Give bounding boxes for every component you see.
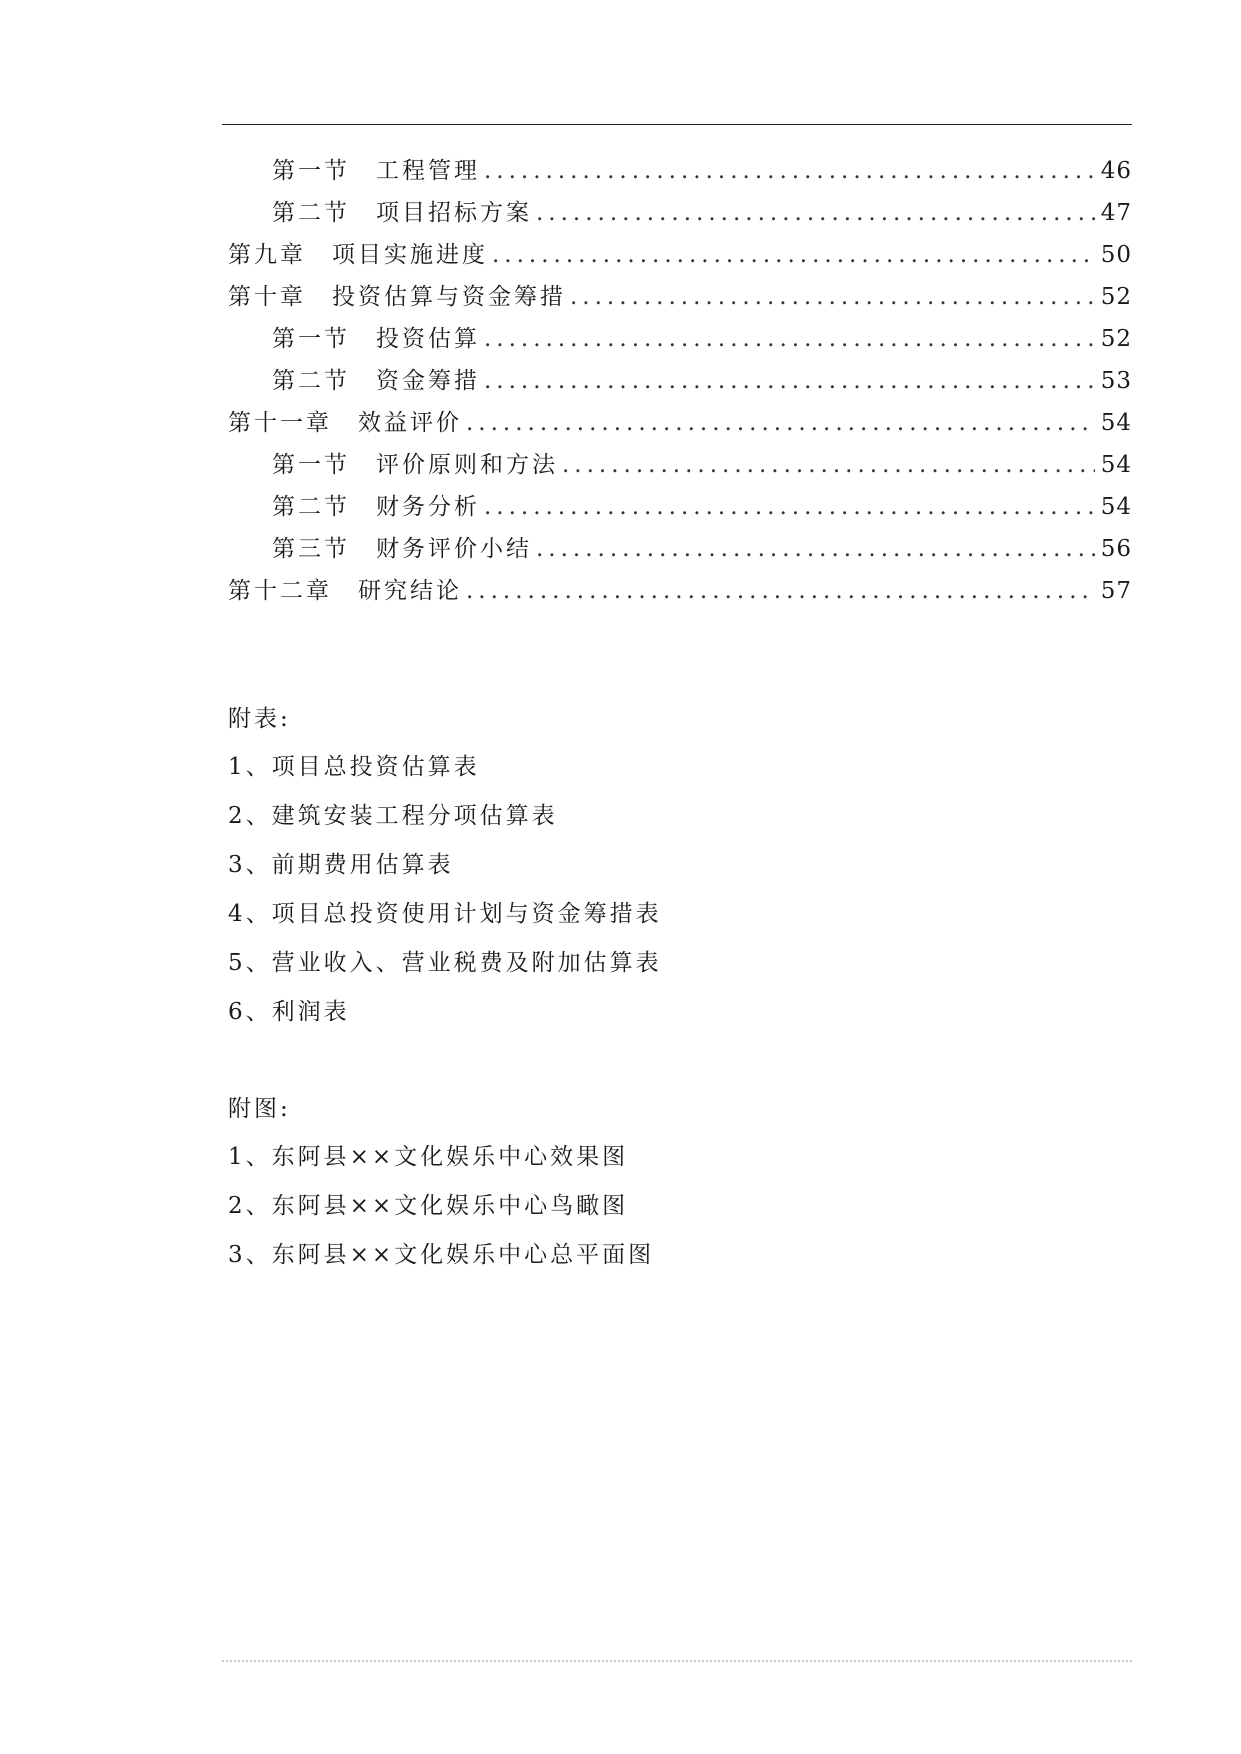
toc-leader	[536, 536, 1095, 562]
toc-entry[interactable]	[228, 572, 1132, 614]
toc-label: 第二节	[272, 368, 350, 394]
toc-title: 工程管理	[376, 158, 480, 184]
toc-leader	[570, 284, 1095, 310]
toc-leader	[562, 452, 1095, 478]
list-item: 3、东阿县××文化娱乐中心总平面图	[228, 1242, 655, 1268]
toc-page-number: 54	[1100, 410, 1132, 436]
toc-entry[interactable]	[228, 320, 1132, 362]
toc-leader	[536, 200, 1095, 226]
footer-rule	[222, 1660, 1132, 1662]
toc-title: 投资估算与资金筹措	[332, 284, 566, 310]
toc-title: 项目招标方案	[376, 200, 532, 226]
toc-entry[interactable]	[228, 530, 1132, 572]
toc-entry[interactable]	[228, 278, 1132, 320]
toc-label: 第一节	[272, 326, 350, 352]
appendix-tables-heading: 附表:	[228, 706, 291, 732]
header-rule	[222, 124, 1132, 125]
list-item: 2、东阿县××文化娱乐中心鸟瞰图	[228, 1193, 629, 1219]
toc-leader	[484, 368, 1095, 394]
toc-label: 第三节	[272, 536, 350, 562]
toc-label: 第一节	[272, 158, 350, 184]
toc-leader	[466, 410, 1095, 436]
toc-label: 第一节	[272, 452, 350, 478]
toc-title: 效益评价	[358, 410, 462, 436]
toc-leader	[484, 158, 1095, 184]
appendix-figures	[228, 1090, 928, 1285]
toc-leader	[484, 494, 1095, 520]
toc-page-number: 53	[1100, 368, 1132, 394]
toc-page-number: 54	[1100, 452, 1132, 478]
toc-entry[interactable]	[228, 362, 1132, 404]
list-item: 4、项目总投资使用计划与资金筹措表	[228, 901, 662, 927]
list-item: 3、前期费用估算表	[228, 852, 454, 878]
list-item: 6、利润表	[228, 999, 350, 1025]
appendix-figures-heading: 附图:	[228, 1096, 291, 1122]
toc-leader	[466, 578, 1095, 604]
toc-title: 项目实施进度	[332, 242, 488, 268]
toc-label: 第二节	[272, 200, 350, 226]
toc-label: 第十一章	[228, 410, 332, 436]
toc-page-number: 54	[1100, 494, 1132, 520]
appendix-tables	[228, 700, 928, 1042]
toc-page-number: 57	[1100, 578, 1132, 604]
list-item: 2、建筑安装工程分项估算表	[228, 803, 558, 829]
toc-label: 第九章	[228, 242, 306, 268]
toc-page-number: 50	[1100, 242, 1132, 268]
toc-page-number: 52	[1100, 326, 1132, 352]
toc-entry[interactable]	[228, 488, 1132, 530]
table-of-contents	[228, 152, 1132, 614]
toc-entry[interactable]	[228, 404, 1132, 446]
toc-title: 财务分析	[376, 494, 480, 520]
toc-page-number: 46	[1100, 158, 1132, 184]
toc-title: 资金筹措	[376, 368, 480, 394]
toc-label: 第二节	[272, 494, 350, 520]
toc-entry[interactable]	[228, 194, 1132, 236]
list-item: 1、项目总投资估算表	[228, 754, 480, 780]
toc-title: 投资估算	[376, 326, 480, 352]
toc-label: 第十二章	[228, 578, 332, 604]
toc-entry[interactable]	[228, 236, 1132, 278]
toc-entry[interactable]	[228, 446, 1132, 488]
toc-entry[interactable]	[228, 152, 1132, 194]
list-item: 5、营业收入、营业税费及附加估算表	[228, 950, 662, 976]
toc-title: 评价原则和方法	[376, 452, 558, 478]
list-item: 1、东阿县××文化娱乐中心效果图	[228, 1144, 629, 1170]
toc-page-number: 56	[1100, 536, 1132, 562]
toc-page-number: 52	[1100, 284, 1132, 310]
toc-page-number: 47	[1100, 200, 1132, 226]
toc-label: 第十章	[228, 284, 306, 310]
toc-leader	[492, 242, 1095, 268]
toc-title: 研究结论	[358, 578, 462, 604]
toc-leader	[484, 326, 1095, 352]
toc-title: 财务评价小结	[376, 536, 532, 562]
